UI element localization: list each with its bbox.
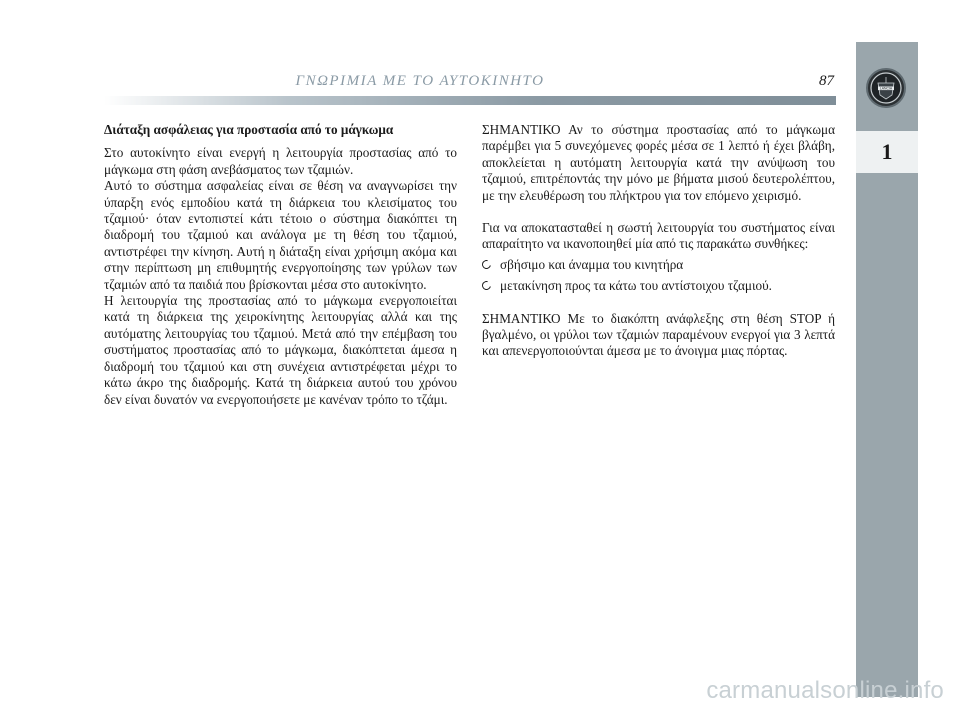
left-column — [104, 122, 457, 408]
restore-intro: Για να αποκατασταθεί η σωστή λειτουργία του συστήματος είναι απαραίτητο να ικανοποιηθεί μία από τις παρακάτω συνθήκες: — [482, 220, 835, 252]
list-item-text: σβήσιμο και άναμμα του κινητήρα — [500, 256, 684, 272]
list-item — [482, 257, 835, 273]
section-heading: Διάταξη ασφάλειας για προστασία από το μάγκωμα — [104, 122, 394, 137]
left-paragraph-1: Στο αυτοκίνητο είναι ενεργή η λειτουργία προστασίας από το μάγκωμα στη φάση ανεβάσματος των τζαμιών. — [104, 145, 457, 177]
important-note-2: ΣΗΜΑΝΤΙΚΟ Με το διακόπτη ανάφλεξης στη θέση STOP ή βγαλμένο, οι γρύλοι των τζαμιών παραμένουν ενεργοί για 3 λεπτά και απενεργοποιούνται άμεσα με το άνοιγμα μιας πόρτας. — [482, 310, 835, 359]
important-note-1: ΣΗΜΑΝΤΙΚΟ Αν το σύστημα προστασίας από το μάγκωμα παρέμβει για 5 συνεχόμενες φορές μέσα σε 1 λεπτό ή έχει βλάβη, αποκλείεται η αυτόματη λειτουργία κατά την ανύψωση του τζαμιού, επιτρέποντάς την μόνο με βήματα μισού δευτερολέπτου, με την ελευθέρωση του πλήκτρου για τον επόμενο χειρισμό. — [482, 122, 835, 203]
header-rule — [104, 96, 836, 105]
list-item — [482, 278, 835, 294]
restore-conditions-list — [482, 257, 835, 295]
page-number: 87 — [819, 73, 834, 89]
chapter-tab-1[interactable] — [856, 131, 918, 173]
bullet-icon — [480, 258, 492, 270]
list-item-text: μετακίνηση προς τα κάτω του αντίστοιχου τζαμιού. — [500, 278, 772, 294]
lancia-shield-icon — [866, 68, 906, 108]
page-header-title: ΓΝΩΡΙΜΙΑ ΜΕ ΤΟ ΑΥΤΟΚΙΝΗΤΟ — [295, 73, 545, 89]
bullet-icon — [480, 280, 492, 292]
chapter-number: 1 — [881, 139, 893, 164]
watermark: carmanualsonline.info — [706, 677, 944, 704]
lancia-logo-graphic — [869, 71, 903, 105]
logo-lettering: LANCIA — [879, 86, 893, 91]
left-paragraph-2: Αυτό το σύστημα ασφαλείας είναι σε θέση να αναγνωρίσει την ύπαρξη ενός εμποδίου κατά τη διάρκεια του κλεισίματος του τζαμιού· όταν εντοπιστεί κάτι τέτοιο ο σύστημα διακόπτει τη διαδρομή του τζαμιού και ανάλογα με τη θέση του τζαμιού, αντιστρέφει την κίνηση. Αυτή η διάταξη είναι χρήσιμη ακόμα και στην περίπτωση μη επιθυμητής ενεργοποίησης των γρύλων των τζαμιών από τα παιδιά που βρίσκονται μέσα στο αυτοκίνητο. — [104, 178, 457, 292]
left-paragraph-3: Η λειτουργία της προστασίας από το μάγκωμα ενεργοποιείται κατά τη διάρκεια της χειροκίνητης λειτουργίας αλλά και της αυτόματης λειτουργίας του τζαμιού. Μετά από την επέμβαση του συστήματος προστασίας από το μάγκωμα, διακόπτεται άμεσα η διαδρομή του τζαμιού και στη συνέχεια αντιστρέφεται μέχρι το κάτω άκρο της διαδρομής. Κατά τη διάρκεια αυτού του χρόνου δεν είναι δυνατόν να ενεργοποιήσετε με κανέναν τρόπο το τζάμι. — [104, 293, 457, 407]
right-column — [482, 122, 835, 360]
